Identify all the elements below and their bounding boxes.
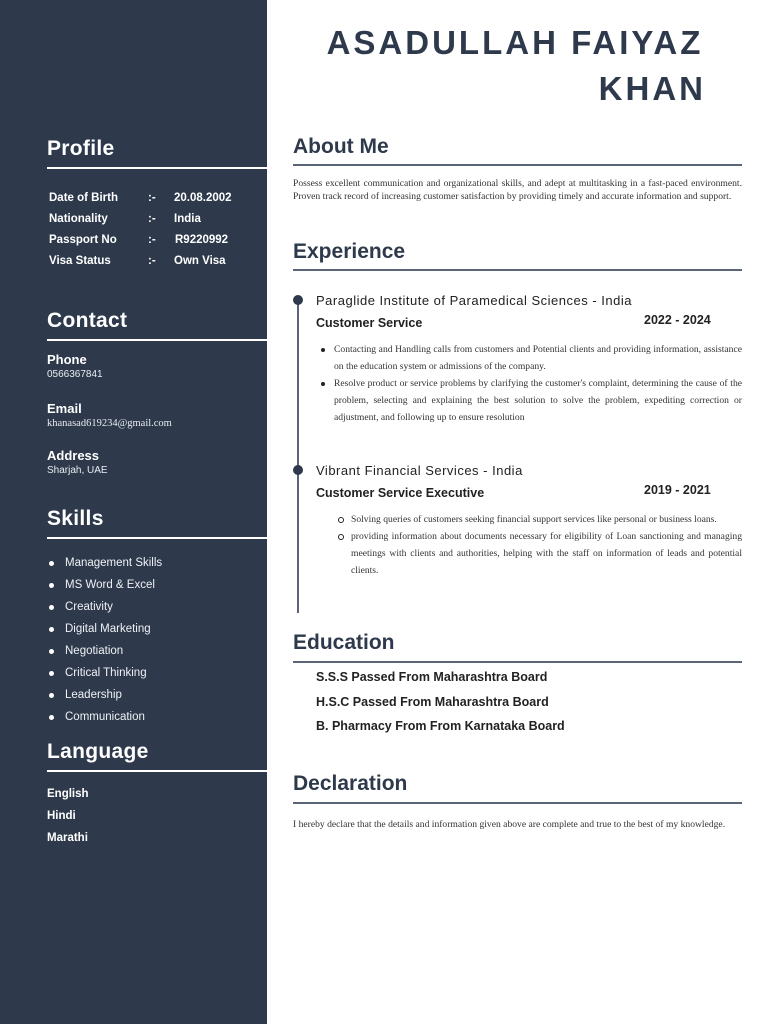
profile-table (49, 187, 264, 271)
phone-label: Phone (47, 352, 87, 367)
address-label: Address (47, 448, 100, 463)
profile-divider (47, 167, 267, 169)
education-item: S.S.S Passed From Maharashtra Board (316, 670, 548, 684)
skill-label: Critical Thinking (65, 667, 147, 679)
profile-label: Passport No (49, 233, 117, 246)
bullet-icon (49, 649, 54, 654)
language-list (47, 788, 89, 854)
profile-label: Date of Birth (49, 191, 118, 204)
skill-item (47, 618, 162, 640)
bullet-icon (49, 671, 54, 676)
sidebar (0, 0, 267, 1024)
bullet-icon (49, 627, 54, 632)
language-item: English (47, 788, 89, 800)
candidate-name (290, 20, 720, 112)
job-company: Paraglide Institute of Paramedical Sciences - India (316, 293, 632, 308)
skill-label: Leadership (65, 689, 122, 701)
job-bullet: Contacting and Handling calls from customers and Potential clients and providing information, assistance on the education system or admissions of the company. (334, 341, 742, 375)
skill-item (47, 574, 162, 596)
job-bullets (334, 341, 742, 426)
profile-separator: :- (148, 212, 156, 225)
declaration-heading: Declaration (293, 772, 408, 795)
email-label: Email (47, 401, 82, 416)
language-item: Marathi (47, 832, 88, 844)
skills-heading: Skills (47, 507, 104, 530)
job-role: Customer Service (316, 316, 423, 330)
job-years: 2019 - 2021 (644, 483, 711, 497)
timeline-line (297, 300, 299, 613)
skill-label: Management Skills (65, 557, 163, 569)
bullet-icon (49, 561, 54, 566)
profile-value: India (174, 212, 201, 225)
skill-label: Communication (65, 711, 145, 723)
address-value: Sharjah, UAE (47, 465, 108, 476)
bullet-icon (49, 583, 54, 588)
contact-divider (47, 339, 267, 341)
profile-value: 20.08.2002 (174, 191, 232, 204)
skill-label: Creativity (65, 601, 113, 613)
timeline-dot-icon (293, 465, 303, 475)
profile-heading: Profile (47, 137, 115, 160)
profile-label: Nationality (49, 212, 108, 225)
skill-item (47, 706, 162, 728)
skill-item (47, 684, 162, 706)
job-years: 2022 - 2024 (644, 313, 711, 327)
profile-separator: :- (148, 233, 156, 246)
bullet-icon (49, 693, 54, 698)
skill-label: MS Word & Excel (65, 579, 155, 591)
skill-item (47, 552, 162, 574)
job-company: Vibrant Financial Services - India (316, 463, 523, 478)
profile-label: Visa Status (49, 254, 111, 267)
profile-value: Own Visa (174, 254, 226, 267)
contact-heading: Contact (47, 309, 128, 332)
skill-item (47, 596, 162, 618)
education-heading: Education (293, 631, 395, 654)
job-role: Customer Service Executive (316, 486, 485, 500)
about-text: Possess excellent communication and organizational skills, and adept at multitasking in a fast-paced environment. Proven track record of increasing customer satisfaction by providing timely and accurate information and support. (293, 178, 742, 202)
language-heading: Language (47, 740, 149, 763)
declaration-divider (293, 802, 742, 804)
profile-value: R9220992 (175, 233, 229, 246)
profile-row-nationality (49, 208, 264, 229)
bullet-icon (49, 715, 54, 720)
education-item: B. Pharmacy From From Karnataka Board (316, 719, 565, 733)
job-bullets (351, 511, 742, 579)
skill-label: Digital Marketing (65, 623, 151, 635)
profile-separator: :- (148, 191, 156, 204)
skills-divider (47, 537, 267, 539)
experience-heading: Experience (293, 240, 406, 263)
education-divider (293, 661, 742, 663)
skills-list (47, 552, 162, 728)
job-bullet: Solving queries of customers seeking financial support services like personal or business loans. (351, 511, 742, 528)
job-bullet: providing information about documents necessary for eligibility of Loan sanctioning and managing meetings with clients and authorities, helping with the staff on information of leads and potential clients. (351, 528, 742, 579)
profile-row-visa (49, 250, 264, 271)
contact-phone (47, 352, 103, 380)
bullet-icon (49, 605, 54, 610)
education-list (316, 670, 565, 744)
skill-label: Negotiation (65, 645, 124, 657)
phone-value[interactable]: 0566367841 (47, 369, 103, 380)
name-line-2: KHAN (598, 70, 706, 107)
experience-divider (293, 269, 742, 271)
language-item: Hindi (47, 810, 76, 822)
profile-row-passport (49, 229, 264, 250)
profile-separator: :- (148, 254, 156, 267)
declaration-text: I hereby declare that the details and information given above are complete and true to the best of my knowledge. (293, 819, 726, 830)
language-divider (47, 770, 267, 772)
about-divider (293, 164, 742, 166)
timeline-dot-icon (293, 295, 303, 305)
skill-item (47, 662, 162, 684)
name-line-1: ASADULLAH FAIYAZ (326, 24, 704, 61)
education-item: H.S.C Passed From Maharashtra Board (316, 694, 549, 709)
about-heading: About Me (293, 135, 389, 158)
skill-item (47, 640, 162, 662)
job-bullet: Resolve product or service problems by clarifying the customer's complaint, determining the cause of the problem, selecting and explaining the best solution to solve the problem, expediting correction or adjustment, and following up to ensure resolution (334, 375, 742, 426)
profile-row-dob (49, 187, 264, 208)
contact-address (47, 448, 108, 476)
contact-email (47, 401, 172, 429)
email-value[interactable]: khanasad619234@gmail.com (47, 418, 172, 429)
